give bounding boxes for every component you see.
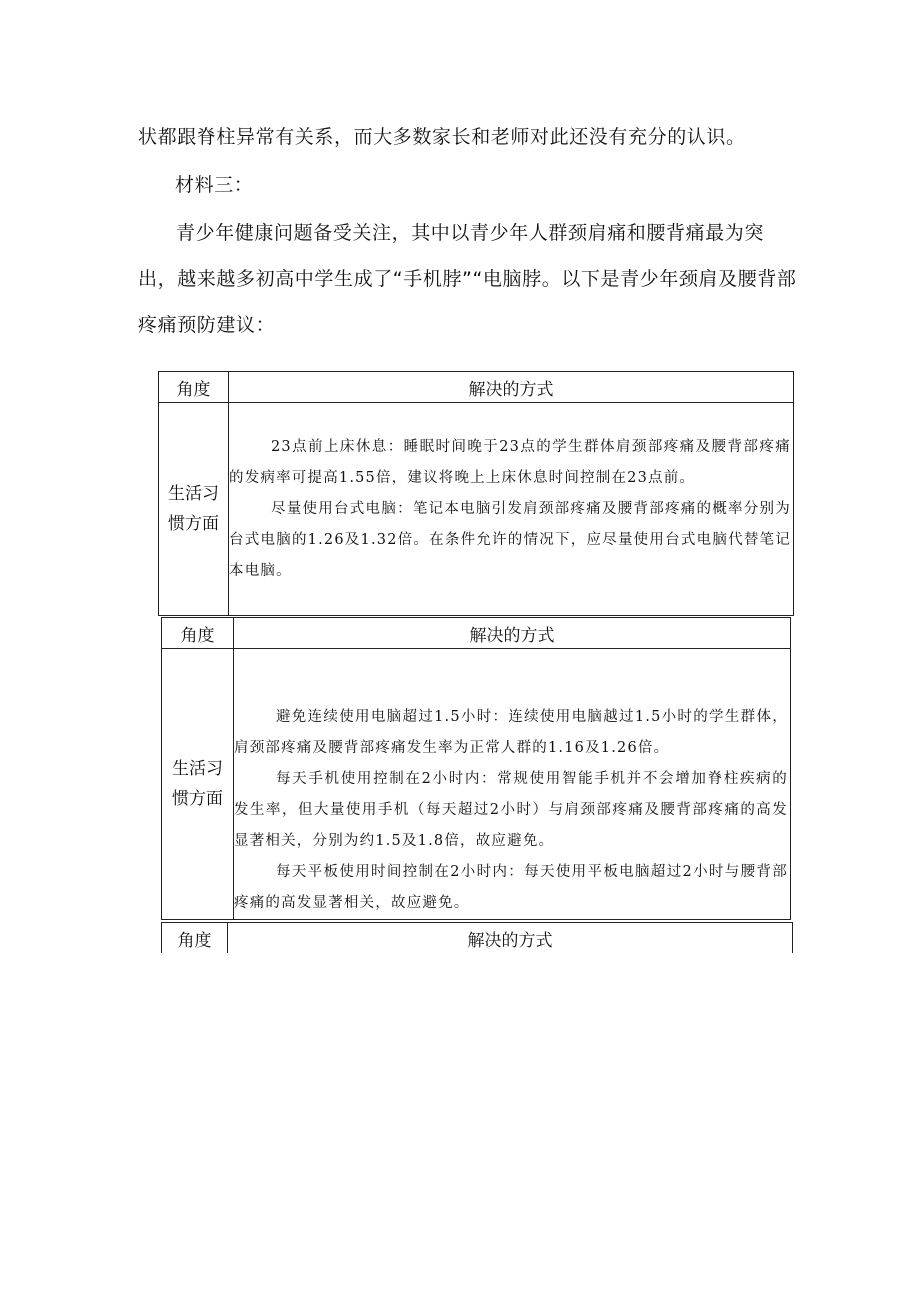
- advice-table-3: [161, 922, 793, 953]
- advice-item: 尽量使用台式电脑：笔记本电脑引发肩颈部疼痛及腰背部疼痛的概率分别为台式电脑的1.26及1.32倍。在条件允许的情况下，应尽量使用台式电脑代替笔记本电脑。: [229, 500, 791, 579]
- header-solution: 解决的方式: [229, 372, 794, 403]
- advice-table-1: [158, 371, 794, 616]
- paragraph-material-three-label: 材料三：: [175, 174, 254, 196]
- header-angle: 角度: [159, 372, 229, 403]
- advice-item: 23点前上床休息：睡眠时间晚于23点的学生群体肩颈部疼痛及腰背部疼痛的发病率可提高1.55倍，建议将晚上上床休息时间控制在23点前。: [229, 438, 791, 486]
- advice-item: 避免连续使用电脑超过1.5小时：连续使用电脑越过1.5小时的学生群体，肩颈部疼痛及腰背部疼痛发生率为正常人群的1.16及1.26倍。: [234, 709, 788, 756]
- advice-item: 每天手机使用控制在2小时内：常规使用智能手机并不会增加脊柱疾病的发生率，但大量使用手机（每天超过2小时）与肩颈部疼痛及腰背部疼痛的高发显著相关，分别为约1.5及1.8倍，故应避免。: [234, 771, 788, 849]
- advice-item: 每天平板使用时间控制在2小时内：每天使用平板电脑超过2小时与腰背部疼痛的高发显著相关，故应避免。: [234, 864, 788, 911]
- solution-cell: [234, 649, 791, 920]
- table-row: [159, 403, 794, 616]
- paragraph-material-three-intro: 青少年健康问题备受关注，其中以青少年人群颈肩痛和腰背痛最为突出，越来越多初高中学生成了“手机脖”“电脑脖。以下是青少年颈肩及腰背部疼痛预防建议：: [138, 222, 797, 336]
- header-solution: 解决的方式: [234, 618, 791, 649]
- solution-cell: [229, 403, 794, 616]
- angle-cell: [162, 649, 234, 920]
- angle-label-line2: 惯方面: [172, 789, 223, 809]
- angle-label-line1: 生活习: [172, 759, 223, 779]
- table-header-row: [162, 923, 793, 954]
- angle-cell: [159, 403, 229, 616]
- table-row: [162, 649, 791, 920]
- table-header-row: [159, 372, 794, 403]
- table-header-row: [162, 618, 791, 649]
- angle-label-line2: 惯方面: [168, 514, 219, 534]
- angle-label-line1: 生活习: [168, 484, 219, 504]
- paragraph-continuation: 状都跟脊柱异常有关系，而大多数家长和老师对此还没有充分的认识。: [138, 126, 746, 148]
- header-angle: 角度: [162, 923, 228, 954]
- advice-table-2: [161, 617, 791, 920]
- header-solution: 解决的方式: [228, 923, 793, 954]
- header-angle: 角度: [162, 618, 234, 649]
